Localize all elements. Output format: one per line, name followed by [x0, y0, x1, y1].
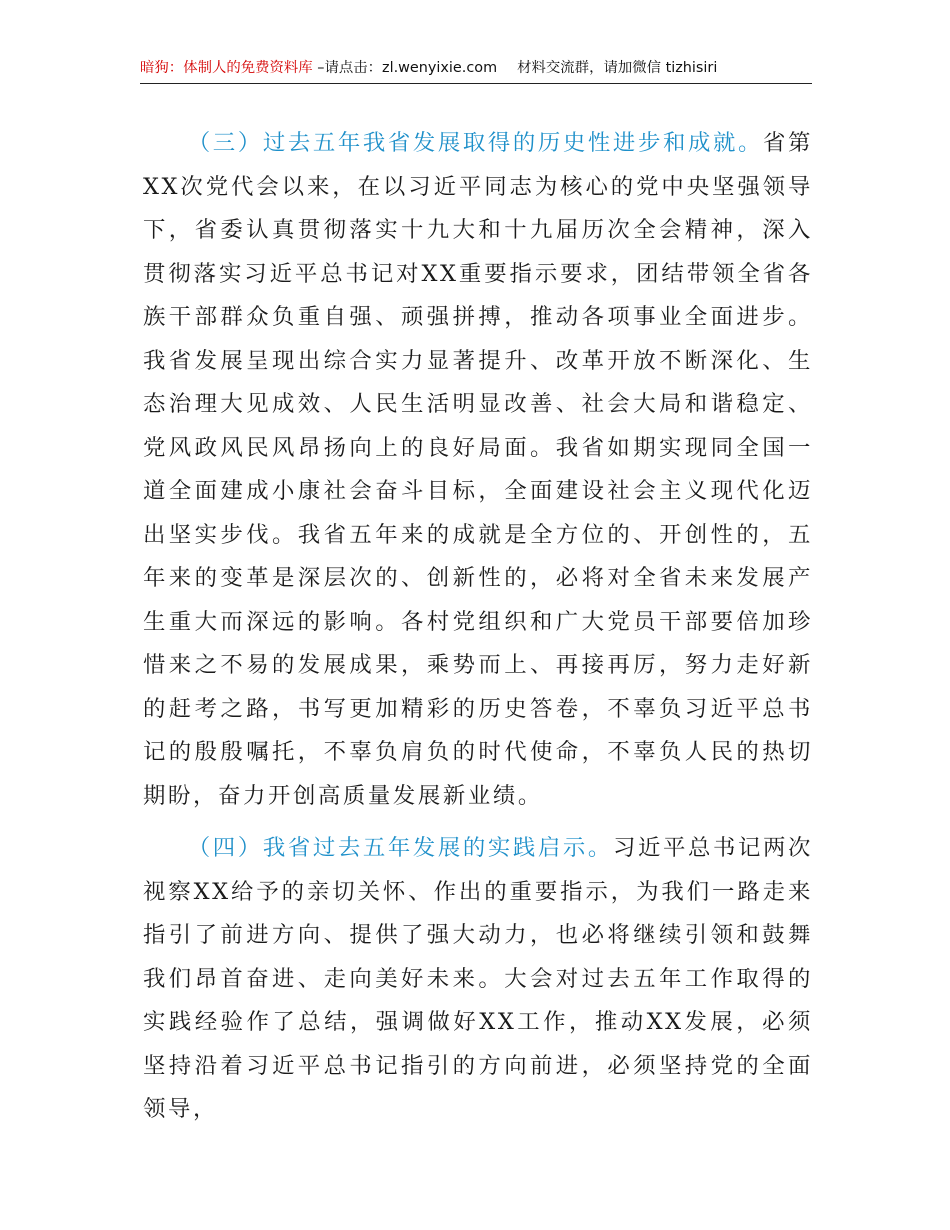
header-brand: 暗狗：体制人的免费资料库: [140, 60, 313, 76]
section-three-paragraph: [143, 122, 813, 818]
header-link-prompt[interactable]: –请点击：zl.wenyixie.com: [312, 60, 498, 76]
section-four-heading: （四）我省过去五年发展的实践启示。: [187, 835, 613, 861]
header-contact: 材料交流群，请加微信 tizhisiri: [517, 60, 718, 76]
section-four-body: 习近平总书记两次视察XX给予的亲切关怀、作出的重要指示，为我们一路走来指引了前进方向、提供了强大动力，也必将继续引领和鼓舞我们昂首奋进、走向美好未来。大会对过去五年工作取得的实践经验作了总结，强调做好XX工作，推动XX发展，必须坚持沿着习近平总书记指引的方向前进，必须坚持党的全面领导，: [143, 835, 813, 1122]
page-header: [140, 57, 812, 84]
section-four-paragraph: [143, 827, 813, 1132]
section-three-heading: （三）过去五年我省发展取得的历史性进步和成就。: [187, 130, 763, 156]
section-three-body: 省第XX次党代会以来，在以习近平同志为核心的党中央坚强领导下，省委认真贯彻落实十九大和十九届历次全会精神，深入贯彻落实习近平总书记对XX重要指示要求，团结带领全省各族干部群众负重自强、顽强拼搏，推动各项事业全面进步。我省发展呈现出综合实力显著提升、改革开放不断深化、生态治理大见成效、人民生活明显改善、社会大局和谐稳定、党风政风民风昂扬向上的良好局面。我省如期实现同全国一道全面建成小康社会奋斗目标，全面建设社会主义现代化迈出坚实步伐。我省五年来的成就是全方位的、开创性的，五年来的变革是深层次的、创新性的，必将对全省未来发展产生重大而深远的影响。各村党组织和广大党员干部要倍加珍惜来之不易的发展成果，乘势而上、再接再厉，努力走好新的赶考之路，书写更加精彩的历史答卷，不辜负习近平总书记的殷殷嘱托，不辜负肩负的时代使命，不辜负人民的热切期盼，奋力开创高质量发展新业绩。: [143, 130, 813, 809]
